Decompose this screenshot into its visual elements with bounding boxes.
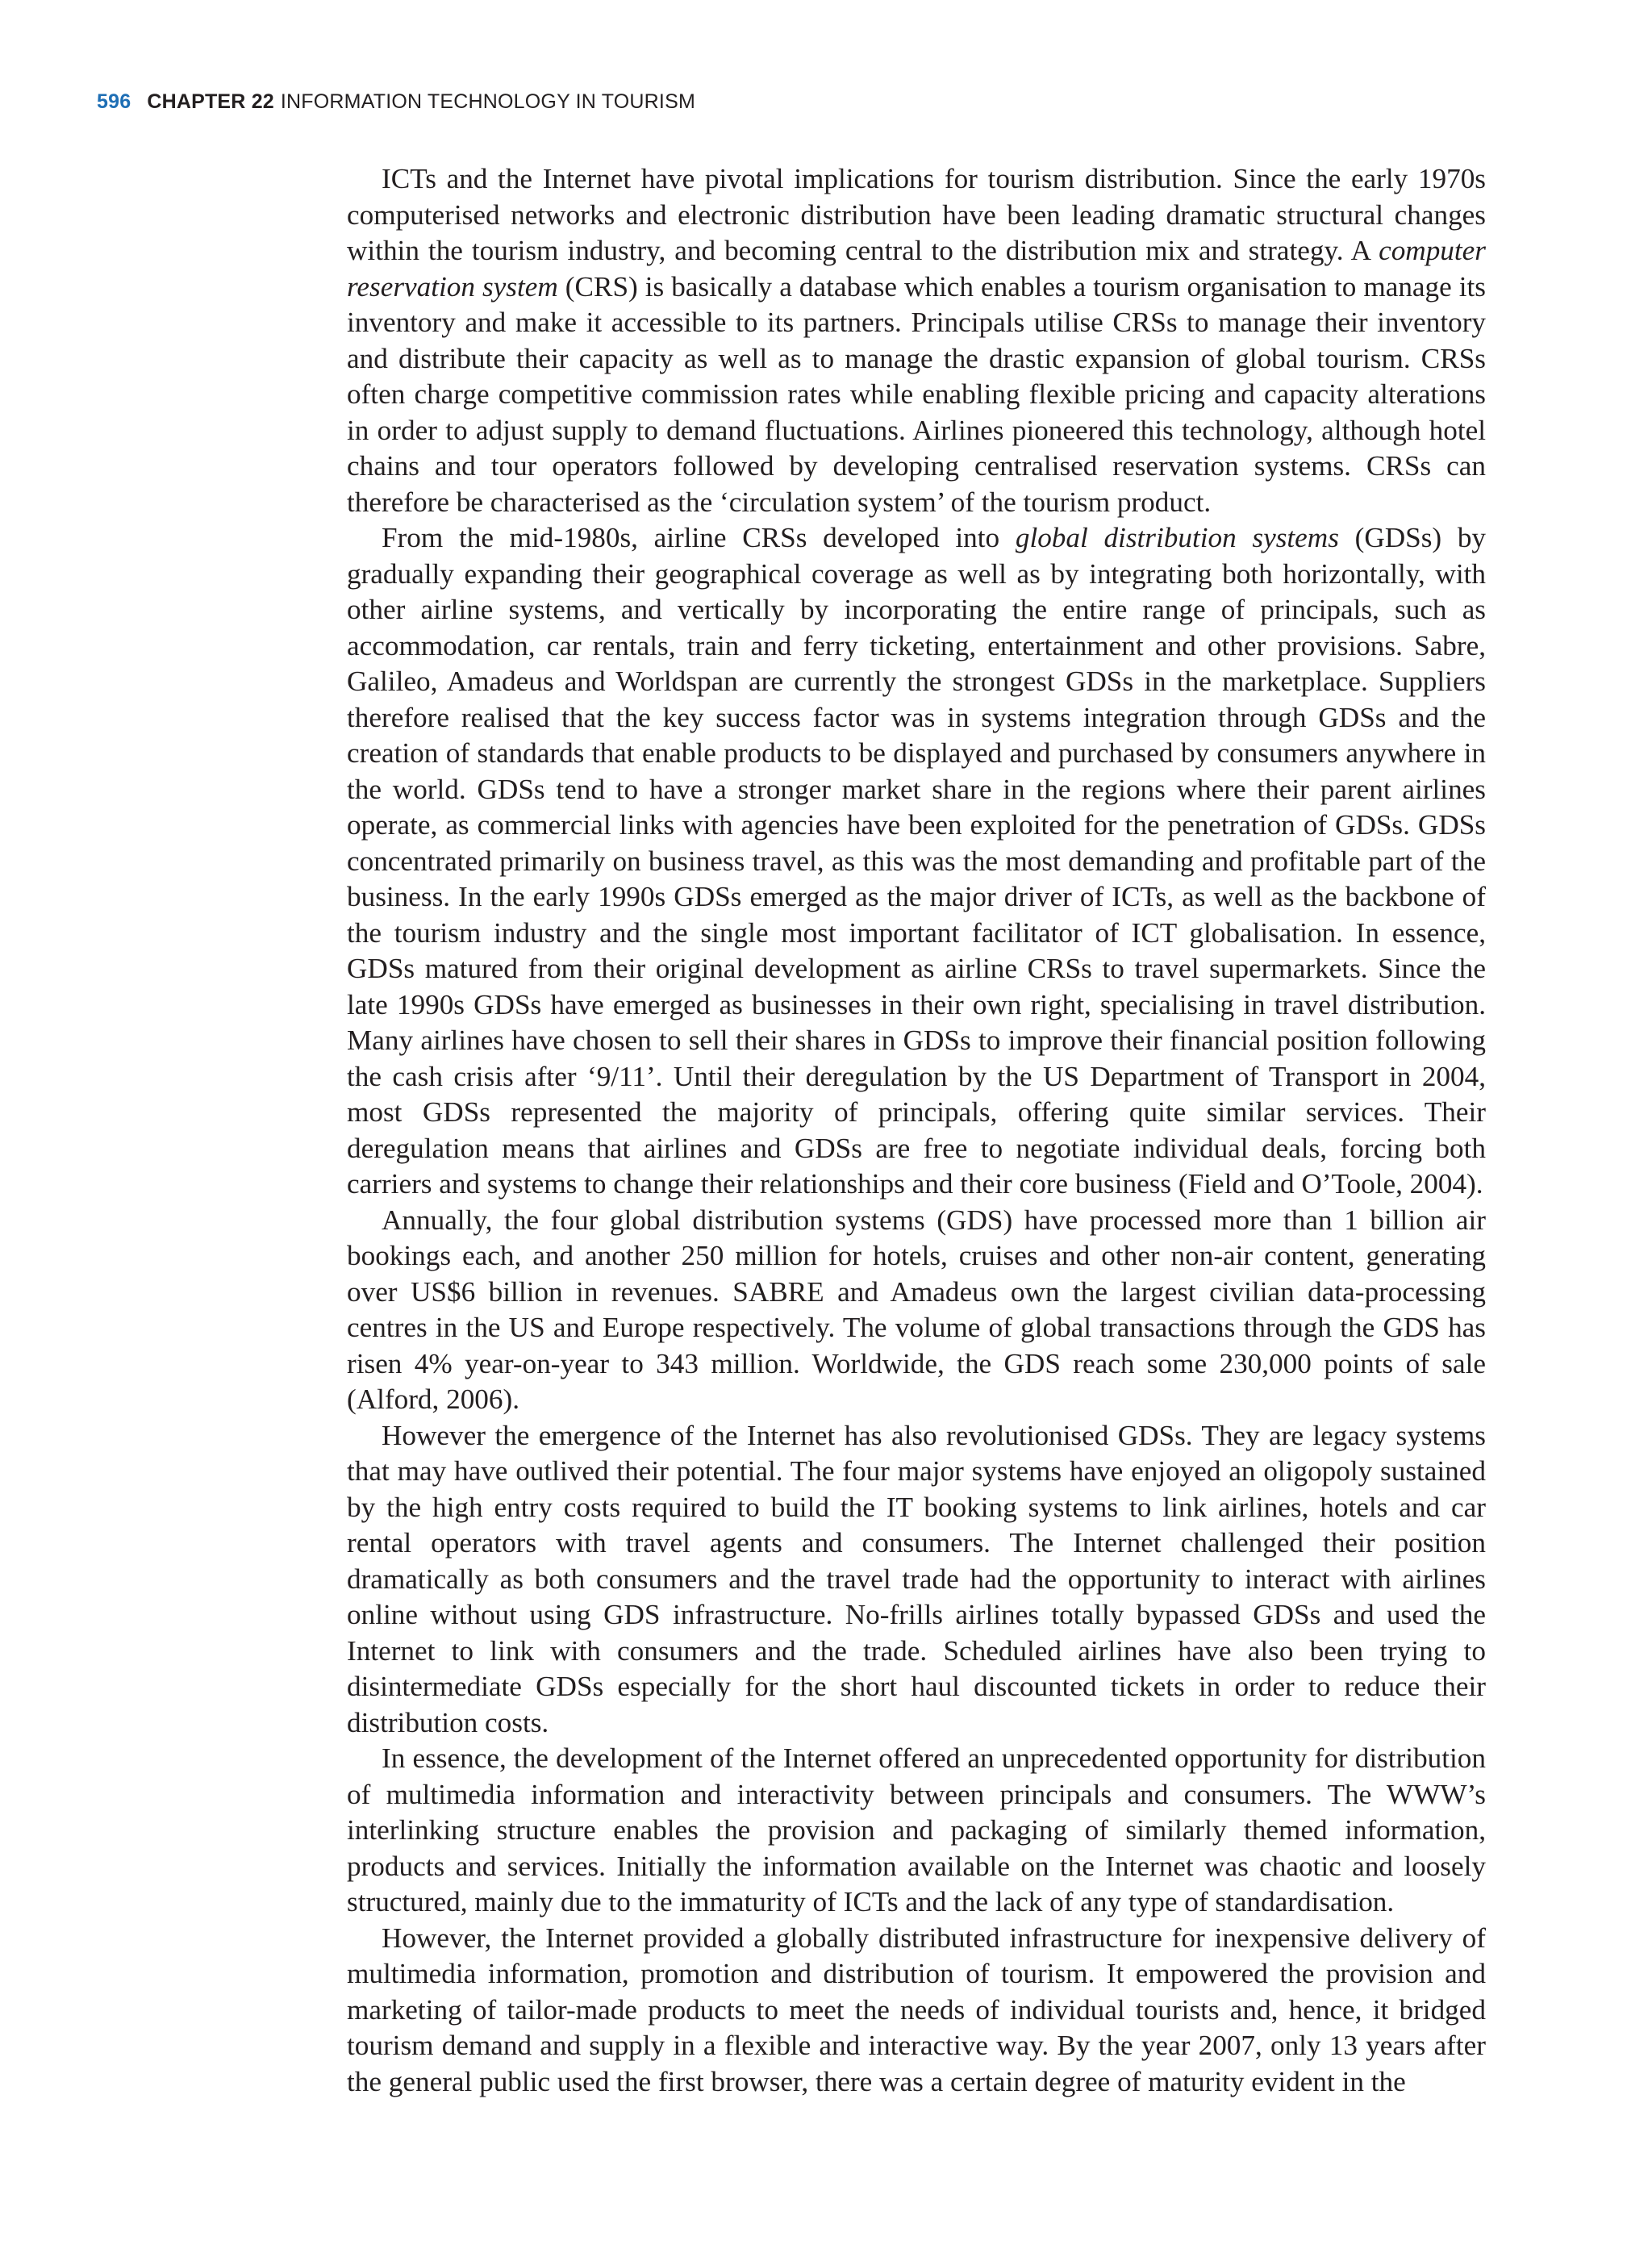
- chapter-label: CHAPTER 22: [147, 90, 274, 113]
- paragraph: [347, 1203, 1486, 1418]
- chapter-title: INFORMATION TECHNOLOGY IN TOURISM: [280, 90, 695, 113]
- text-segment: Annually, the four global distribution systems (GDS) have processed more than 1 billion air bookings each, and another 250 million for hotels, cruises and other non-air content, generating over US$6 billion in revenues. SABRE and Amadeus own the largest civilian data-processing centres in the US and Europe respectively. The volume of global transactions through the GDS has risen 4% year-on-year to 343 million. Worldwide, the GDS reach some 230,000 points of sale (Alford, 2006).: [347, 1204, 1486, 1415]
- italic-term: computer reservation system: [347, 235, 1486, 303]
- paragraph: [347, 1741, 1486, 1921]
- text-segment: ICTs and the Internet have pivotal implications for tourism distribution. Since the early 1970s computerised networks and electronic distribution have been leading dramatic structural changes within the tourism industry, and becoming central to the distribution mix and strategy. A: [347, 163, 1486, 266]
- text-segment: (CRS) is basically a database which enables a tourism organisation to manage its inventory and make it accessible to its partners. Principals utilise CRSs to manage their inventory and distribute their capacity as well as to manage the drastic expansion of global tourism. CRSs often charge competitive commission rates while enabling flexible pricing and capacity alterations in order to adjust supply to demand fluctuations. Airlines pioneered this technology, although hotel chains and tour operators followed by developing centralised reservation systems. CRSs can therefore be characterised as the ‘circulation system’ of the tourism product.: [347, 270, 1486, 518]
- text-segment: From the mid-1980s, airline CRSs developed into: [382, 522, 1016, 553]
- body-text: [347, 161, 1486, 2100]
- paragraph: [347, 1921, 1486, 2101]
- text-segment: However the emergence of the Internet has also revolutionised GDSs. They are legacy systems that may have outlived their potential. The four major systems have enjoyed an oligopoly sustained by the high entry costs required to build the IT booking systems to link airlines, hotels and car rental operators with travel agents and consumers. The Internet challenged their position dramatically as both consumers and the travel trade had the opportunity to interact with airlines online without using GDS infrastructure. No-frills airlines totally bypassed GDSs and used the Internet to link with consumers and the trade. Scheduled airlines have also been trying to disintermediate GDSs especially for the short haul discounted tickets in order to reduce their distribution costs.: [347, 1419, 1486, 1738]
- italic-term: global distribution systems: [1015, 522, 1339, 553]
- paragraph: [347, 1418, 1486, 1742]
- running-head: [97, 90, 695, 114]
- paragraph: [347, 161, 1486, 520]
- text-segment: (GDSs) by gradually expanding their geographical coverage as well as by integrating both horizontally, with other airline systems, and vertically by incorporating the entire range of principals, such as accommodation, car rentals, train and ferry ticketing, entertainment and other provisions. Sabre, Galileo, Amadeus and Worldspan are currently the strongest GDSs in the marketplace. Suppliers therefore realised that the key success factor was in systems integration through GDSs and the creation of standards that enable products to be displayed and purchased by consumers anywhere in the world. GDSs tend to have a stronger market share in the regions where their parent airlines operate, as commercial links with agencies have been exploited for the penetration of GDSs. GDSs concentrated primarily on business travel, as this was the most demanding and profitable part of the business. In the early 1990s GDSs emerged as the major driver of ICTs, as well as the backbone of the tourism industry and the single most important facilitator of ICT globalisation. In essence, GDSs matured from their original development as airline CRSs to travel supermarkets. Since the late 1990s GDSs have emerged as businesses in their own right, specialising in travel distribution. Many airlines have chosen to sell their shares in GDSs to improve their financial position following the cash crisis after ‘9/11’. Until their deregulation by the US Department of Transport in 2004, most GDSs represented the majority of principals, offering quite similar services. Their deregulation means that airlines and GDSs are free to negotiate individual deals, forcing both carriers and systems to change their relationships and their core business (Field and O’Toole, 2004).: [347, 522, 1487, 1200]
- text-segment: In essence, the development of the Internet offered an unprecedented opportunity for distribution of multimedia information and interactivity between principals and consumers. The WWW’s interlinking structure enables the provision and packaging of similarly themed information, products and services. Initially the information available on the Internet was chaotic and loosely structured, mainly due to the immaturity of ICTs and the lack of any type of standardisation.: [347, 1742, 1486, 1917]
- paragraph: [347, 520, 1486, 1203]
- page-number: 596: [97, 90, 131, 113]
- text-segment: However, the Internet provided a globally distributed infrastructure for inexpensive delivery of multimedia information, promotion and distribution of tourism. It empowered the provision and marketing of tailor-made products to meet the needs of individual tourists and, hence, it bridged tourism demand and supply in a flexible and interactive way. By the year 2007, only 13 years after the general public used the first browser, there was a certain degree of maturity evident in the: [347, 1922, 1486, 2097]
